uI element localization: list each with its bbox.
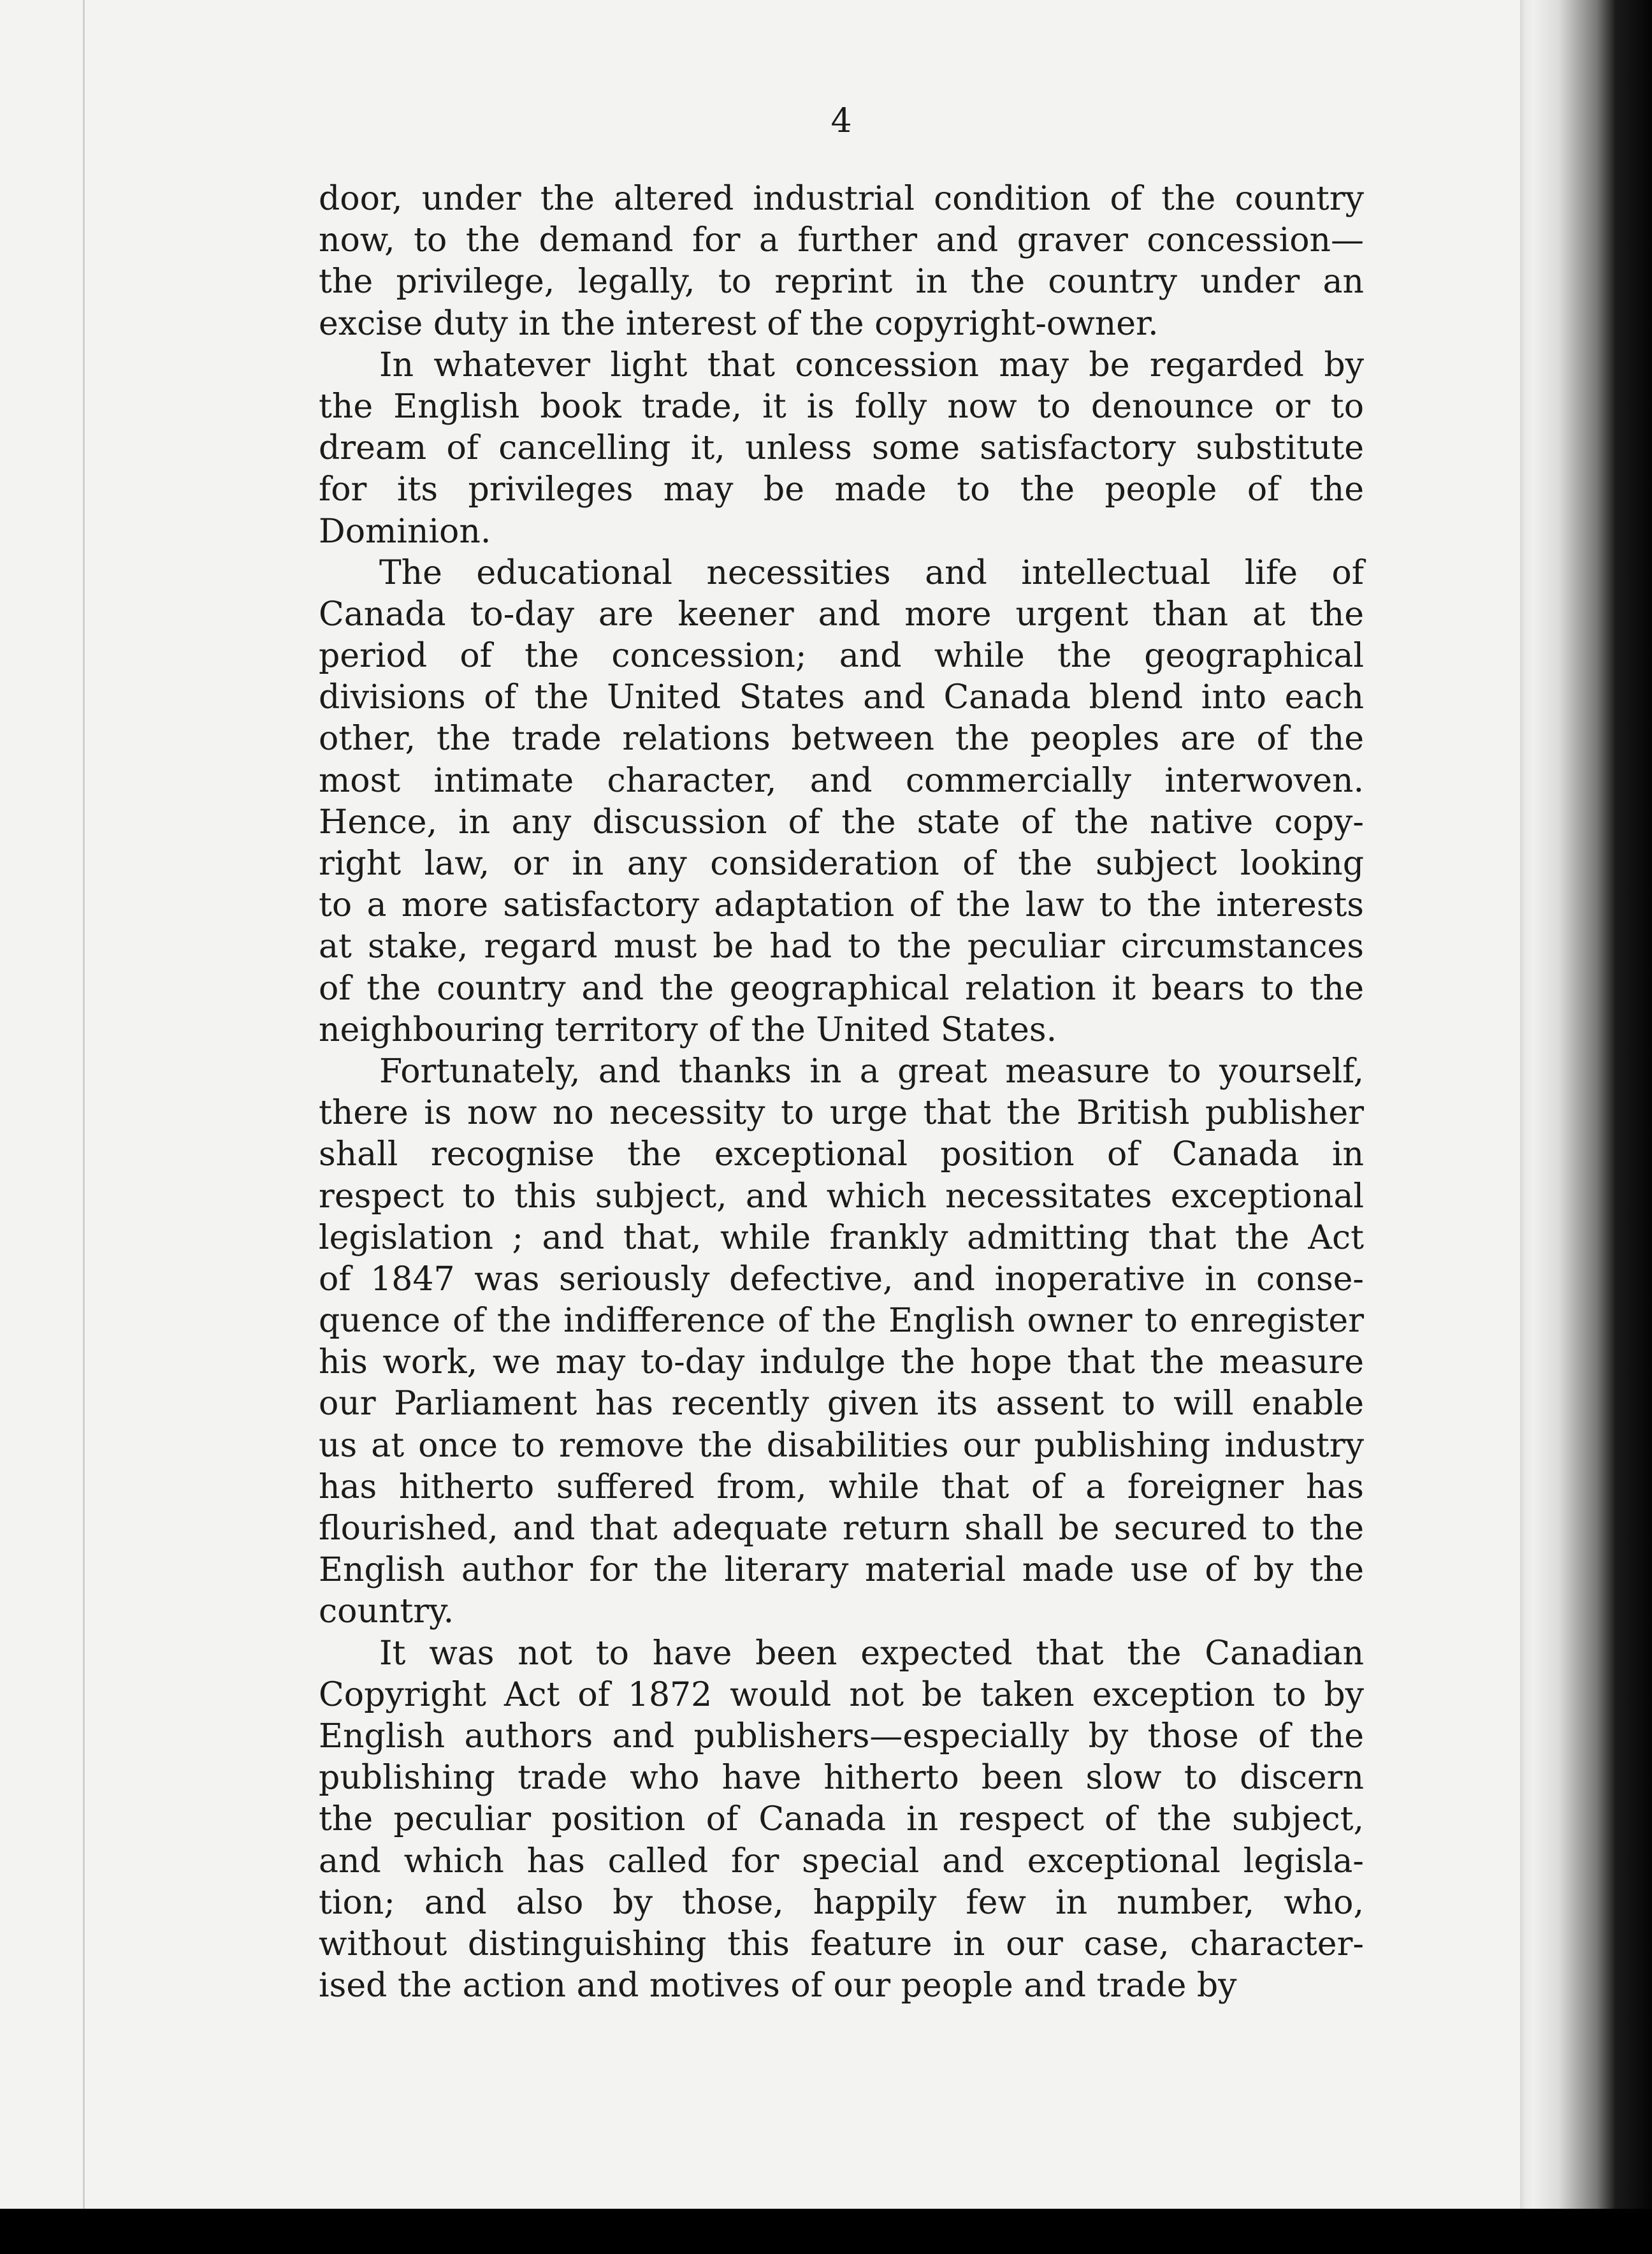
text-line: the privilege, legally, to reprint in the country under an <box>319 263 1364 302</box>
text-line: Copyright Act of 1872 would not be taken exception to by <box>319 1675 1364 1714</box>
text-line: Fortunately, and thanks in a great measure to yourself, <box>379 1052 1364 1091</box>
text-line: Canada to-day are keener and more urgent than at the <box>319 595 1364 634</box>
text-line: quence of the indifference of the English owner to enregister <box>319 1302 1364 1341</box>
text-line: of the country and the geographical relation it bears to the <box>319 969 1364 1008</box>
text-line: English author for the literary material made use of by the <box>319 1551 1364 1590</box>
text-line: for its privileges may be made to the people of the <box>319 470 1364 509</box>
paragraph <box>319 1051 1364 1633</box>
page-number: 4 <box>830 102 852 140</box>
text-line: The educational necessities and intellectual life of <box>379 553 1364 592</box>
text-line: now, to the demand for a further and graver concession— <box>319 221 1364 260</box>
text-line: Hence, in any discussion of the state of the native copy- <box>319 803 1364 841</box>
text-line: neighbouring territory of the United States. <box>319 1010 1057 1049</box>
text-line: the peculiar position of Canada in respect of the subject, <box>319 1800 1364 1839</box>
text-line: publishing trade who have hitherto been slow to discern <box>319 1759 1364 1798</box>
text-line: flourished, and that adequate return shall be secured to the <box>319 1509 1364 1548</box>
scan-border <box>0 2209 1652 2254</box>
text-line: right law, or in any consideration of the subject looking <box>319 845 1364 883</box>
text-line: door, under the altered industrial condition of the country <box>319 180 1364 218</box>
text-line: at stake, regard must be had to the peculiar circumstances <box>319 927 1364 966</box>
paragraph <box>319 345 1364 553</box>
text-line: there is now no necessity to urge that the British publisher <box>319 1094 1364 1133</box>
paragraph <box>319 178 1364 345</box>
text-line: the English book trade, it is folly now to denounce or to <box>319 387 1364 426</box>
text-line: us at once to remove the disabilities our publishing industry <box>319 1426 1364 1465</box>
text-line: period of the concession; and while the geographical <box>319 637 1364 676</box>
text-line: country. <box>319 1592 454 1631</box>
text-line: most intimate character, and commercially interwoven. <box>319 761 1364 800</box>
text-line: has hitherto suffered from, while that of a foreigner has <box>319 1467 1364 1506</box>
paragraph <box>319 1633 1364 2007</box>
text-line: without distinguishing this feature in our case, character- <box>319 1924 1364 1963</box>
text-line: his work, we may to-day indulge the hope that the measure <box>319 1343 1364 1382</box>
text-line: English authors and publishers—especially by those of the <box>319 1717 1364 1756</box>
text-line: tion; and also by those, happily few in number, who, <box>319 1883 1364 1922</box>
text-line: of 1847 was seriously defective, and inoperative in conse- <box>319 1260 1364 1298</box>
text-line: excise duty in the interest of the copyright-owner. <box>319 304 1159 343</box>
text-line: shall recognise the exceptional position of Canada in <box>319 1135 1364 1174</box>
page-text <box>319 96 1364 2007</box>
book-gutter-edge <box>1520 0 1652 2254</box>
paragraph <box>319 553 1364 1051</box>
text-line: ised the action and motives of our people and trade by <box>319 1967 1237 2005</box>
text-line: our Parliament has recently given its assent to will enable <box>319 1385 1364 1423</box>
text-line: legislation ; and that, while frankly admitting that the Act <box>319 1218 1364 1257</box>
text-line: It was not to have been expected that the Canadian <box>379 1634 1364 1673</box>
text-line: to a more satisfactory adaptation of the law to the interests <box>319 886 1364 925</box>
text-line: respect to this subject, and which necessitates exceptional <box>319 1177 1364 1216</box>
text-line: dream of cancelling it, unless some satisfactory substitute <box>319 429 1364 468</box>
body-text <box>319 178 1364 2007</box>
text-line: and which has called for special and exceptional legisla- <box>319 1842 1364 1880</box>
text-line: other, the trade relations between the peoples are of the <box>319 720 1364 759</box>
page-fold-line <box>83 0 85 2254</box>
text-line: In whatever light that concession may be regarded by <box>379 345 1364 384</box>
text-line: divisions of the United States and Canada blend into each <box>319 678 1364 717</box>
text-line: Dominion. <box>319 512 491 551</box>
